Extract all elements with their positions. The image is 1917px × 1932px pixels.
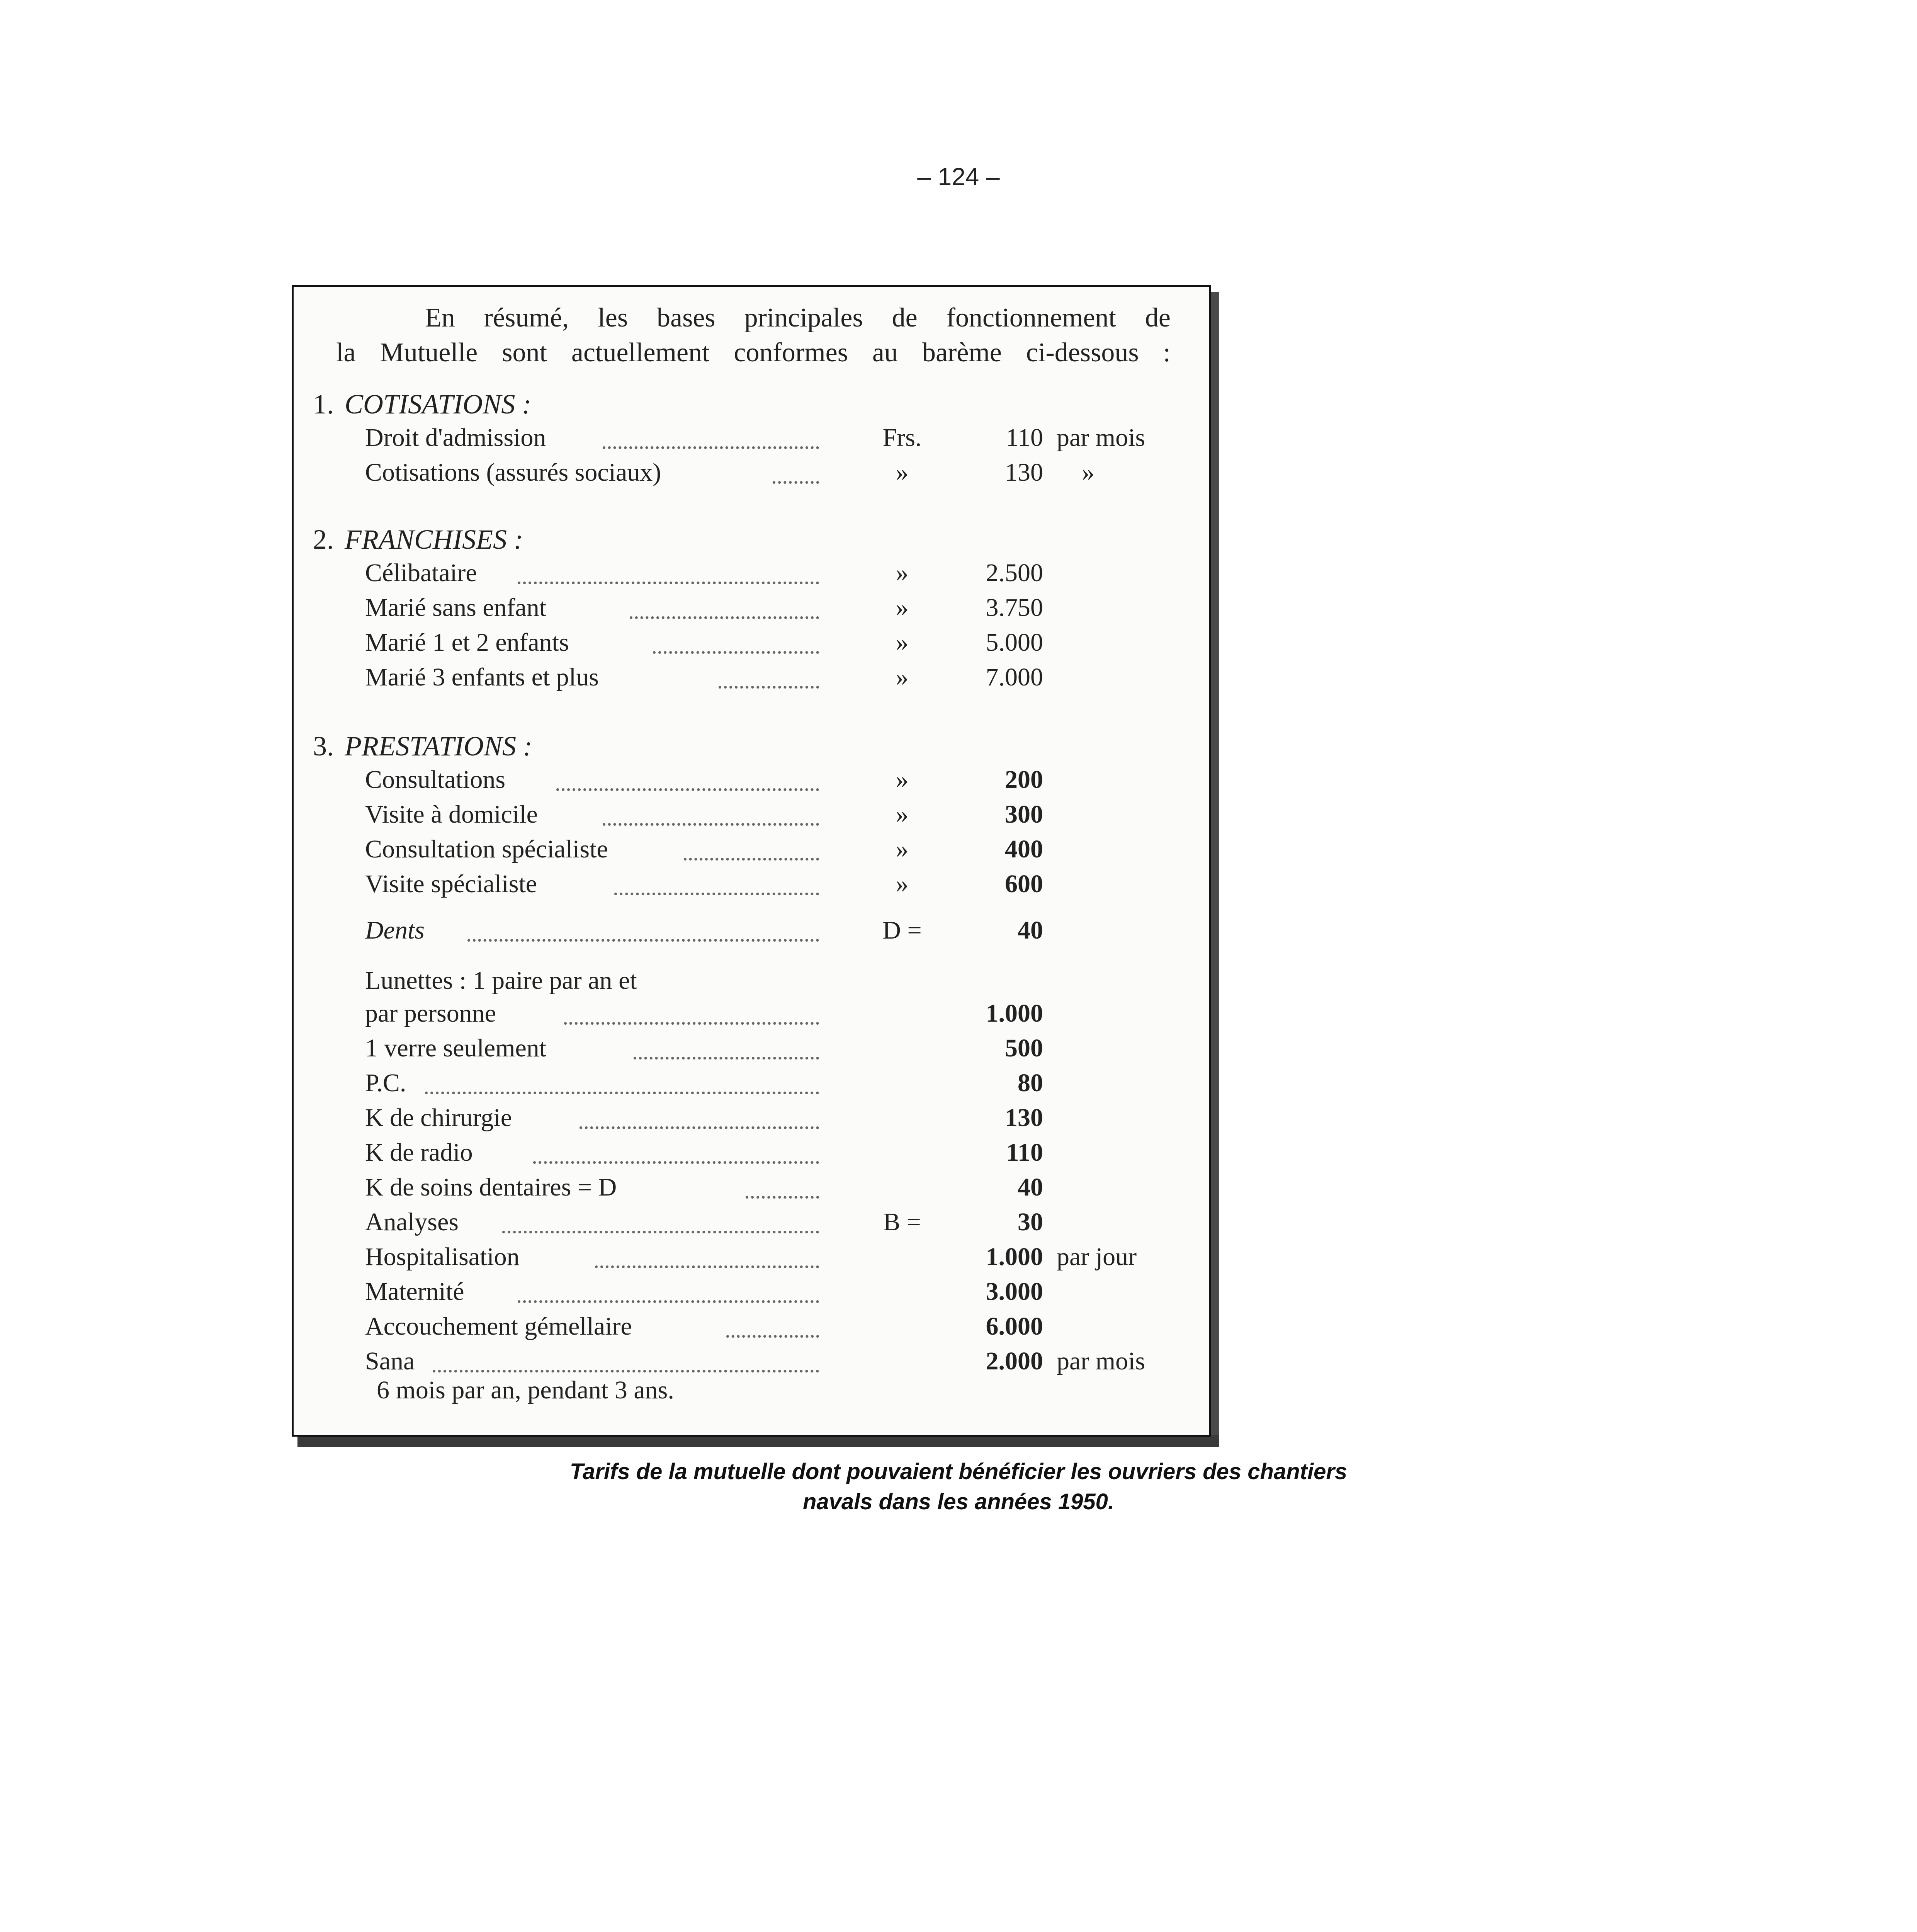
- row-label: K de chirurgie: [365, 1104, 512, 1132]
- row-label: Marié 1 et 2 enfants: [365, 628, 569, 656]
- dot-leader: [518, 1296, 819, 1303]
- row-label: Lunettes : 1 paire par an et: [365, 966, 637, 995]
- row-label: Visite à domicile: [365, 800, 538, 828]
- tariff-row: [294, 1034, 1209, 1068]
- section-number: 1.: [313, 389, 334, 420]
- row-label: K de soins dentaires = D: [365, 1173, 617, 1201]
- row-label: Accouchement gémellaire: [365, 1312, 632, 1340]
- row-label: Célibataire: [365, 559, 477, 587]
- row-amount: 7.000: [986, 663, 1043, 691]
- row-ditto: »: [896, 765, 909, 794]
- tariff-row: [294, 835, 1209, 869]
- page-number: – 124 –: [917, 163, 1000, 190]
- row-label: 1 verre seulement: [365, 1034, 547, 1062]
- dot-leader: [533, 1157, 819, 1164]
- figure-caption: [0, 1457, 1917, 1517]
- row-label: Visite spécialiste: [365, 870, 537, 898]
- intro-line-2: la Mutuelle sont actuellement conformes au barème ci-dessous :: [336, 338, 1171, 367]
- section-heading-franchises: [313, 524, 523, 556]
- section-title: PRESTATIONS :: [345, 731, 532, 762]
- row-amount: 3.750: [986, 594, 1043, 622]
- row-amount: 2.000: [986, 1347, 1043, 1375]
- row-label: Consultation spécialiste: [365, 835, 608, 863]
- dot-leader: [653, 647, 819, 654]
- tariff-row: [294, 423, 1209, 458]
- row-unit: par mois: [1057, 423, 1145, 452]
- dot-leader: [518, 578, 819, 584]
- tariff-row: [294, 1068, 1209, 1103]
- dot-leader: [595, 1262, 819, 1268]
- row-unit: par mois: [1057, 1347, 1145, 1375]
- tariff-row: [294, 663, 1209, 697]
- dot-leader: [719, 682, 819, 689]
- tariff-row: [294, 1173, 1209, 1208]
- dot-leader: [603, 819, 819, 826]
- intro-paragraph: [336, 301, 1171, 370]
- tariff-row: [294, 765, 1209, 800]
- dot-leader: [773, 477, 819, 484]
- row-ditto: »: [896, 870, 909, 898]
- row-amount: 600: [1005, 870, 1043, 898]
- dot-leader: [502, 1227, 819, 1233]
- row-label: Droit d'admission: [365, 423, 546, 452]
- row-amount: 110: [1006, 1138, 1043, 1167]
- row-amount: 130: [1005, 1104, 1043, 1132]
- tariff-row: [294, 869, 1209, 904]
- tariff-row: [294, 1376, 1209, 1410]
- dot-leader: [564, 1018, 819, 1025]
- row-ditto: »: [896, 663, 909, 691]
- dot-leader: [467, 935, 819, 942]
- row-label: Cotisations (assurés sociaux): [365, 458, 661, 486]
- dot-leader: [746, 1192, 819, 1199]
- row-label: Marié sans enfant: [365, 594, 547, 622]
- row-amount: 80: [1018, 1069, 1043, 1097]
- row-ditto: »: [896, 835, 909, 863]
- dot-leader: [614, 889, 819, 895]
- row-label: Marié 3 enfants et plus: [365, 663, 599, 691]
- caption-line-1: Tarifs de la mutuelle dont pouvaient bénéficier les ouvriers des chantiers: [569, 1459, 1348, 1484]
- tariff-row: [294, 1138, 1209, 1173]
- dot-leader: [603, 442, 819, 449]
- dot-leader: [634, 1053, 819, 1060]
- tariff-row: [294, 1103, 1209, 1138]
- intro-line-1: En résumé, les bases principales de fonctionnement de: [425, 303, 1171, 333]
- row-amount: 130: [1005, 458, 1043, 486]
- row-letter-key: B =: [883, 1208, 921, 1236]
- tariff-row: [294, 999, 1209, 1034]
- row-amount: 3.000: [986, 1277, 1043, 1306]
- tariff-row: [294, 800, 1209, 835]
- row-amount: 110: [1006, 423, 1043, 452]
- row-amount: 400: [1005, 835, 1043, 863]
- section-heading-cotisations: [313, 388, 531, 420]
- caption-line-2: navals dans les années 1950.: [802, 1489, 1115, 1514]
- row-amount: 200: [1005, 765, 1043, 794]
- row-unit: »: [1082, 458, 1094, 486]
- row-label: par personne: [365, 999, 496, 1027]
- row-amount: 6.000: [986, 1312, 1043, 1340]
- section-heading-prestations: [313, 730, 532, 762]
- dot-leader: [425, 1088, 819, 1094]
- row-amount: 30: [1018, 1208, 1043, 1236]
- row-label: Analyses: [365, 1208, 459, 1236]
- tariff-row: [294, 1242, 1209, 1277]
- dot-leader: [684, 854, 819, 861]
- tariff-row: [294, 558, 1209, 593]
- row-label: Maternité: [365, 1277, 464, 1306]
- dot-leader: [630, 612, 819, 619]
- section-title: FRANCHISES :: [345, 524, 523, 555]
- row-ditto: »: [896, 628, 909, 656]
- row-amount: 1.000: [986, 999, 1043, 1027]
- row-amount: 2.500: [986, 559, 1043, 587]
- dot-leader: [726, 1331, 819, 1338]
- row-label: K de radio: [365, 1138, 473, 1167]
- row-letter-key: D =: [882, 916, 922, 944]
- row-label: P.C.: [365, 1069, 406, 1097]
- row-ditto: »: [896, 559, 909, 587]
- tariff-row: [294, 916, 1209, 951]
- row-unit: par jour: [1057, 1243, 1137, 1271]
- row-label: Consultations: [365, 765, 506, 794]
- tariff-row: [294, 966, 1209, 1001]
- tariff-row: [294, 1208, 1209, 1242]
- tariff-row: [294, 458, 1209, 493]
- row-currency: Frs.: [882, 423, 922, 452]
- section-title: COTISATIONS :: [345, 389, 532, 420]
- row-label: Dents: [365, 916, 425, 944]
- row-ditto: »: [896, 800, 909, 828]
- row-currency: »: [896, 458, 909, 486]
- tariff-row: [294, 1312, 1209, 1347]
- row-amount: 300: [1005, 800, 1043, 828]
- row-amount: 5.000: [986, 628, 1043, 656]
- tariff-row: [294, 593, 1209, 628]
- row-label: Hospitalisation: [365, 1243, 520, 1271]
- row-amount: 40: [1018, 916, 1043, 944]
- row-label: Sana: [365, 1347, 415, 1375]
- tariff-row: [294, 1277, 1209, 1312]
- row-label: 6 mois par an, pendant 3 ans.: [377, 1376, 674, 1404]
- section-number: 2.: [313, 524, 334, 555]
- dot-leader: [556, 784, 819, 791]
- dot-leader: [433, 1366, 819, 1372]
- tariff-row: [294, 628, 1209, 663]
- row-amount: 1.000: [986, 1243, 1043, 1271]
- row-amount: 40: [1018, 1173, 1043, 1201]
- dot-leader: [580, 1122, 819, 1129]
- scanned-document: [292, 285, 1211, 1437]
- row-amount: 500: [1005, 1034, 1043, 1062]
- section-number: 3.: [313, 731, 334, 762]
- row-ditto: »: [896, 594, 909, 622]
